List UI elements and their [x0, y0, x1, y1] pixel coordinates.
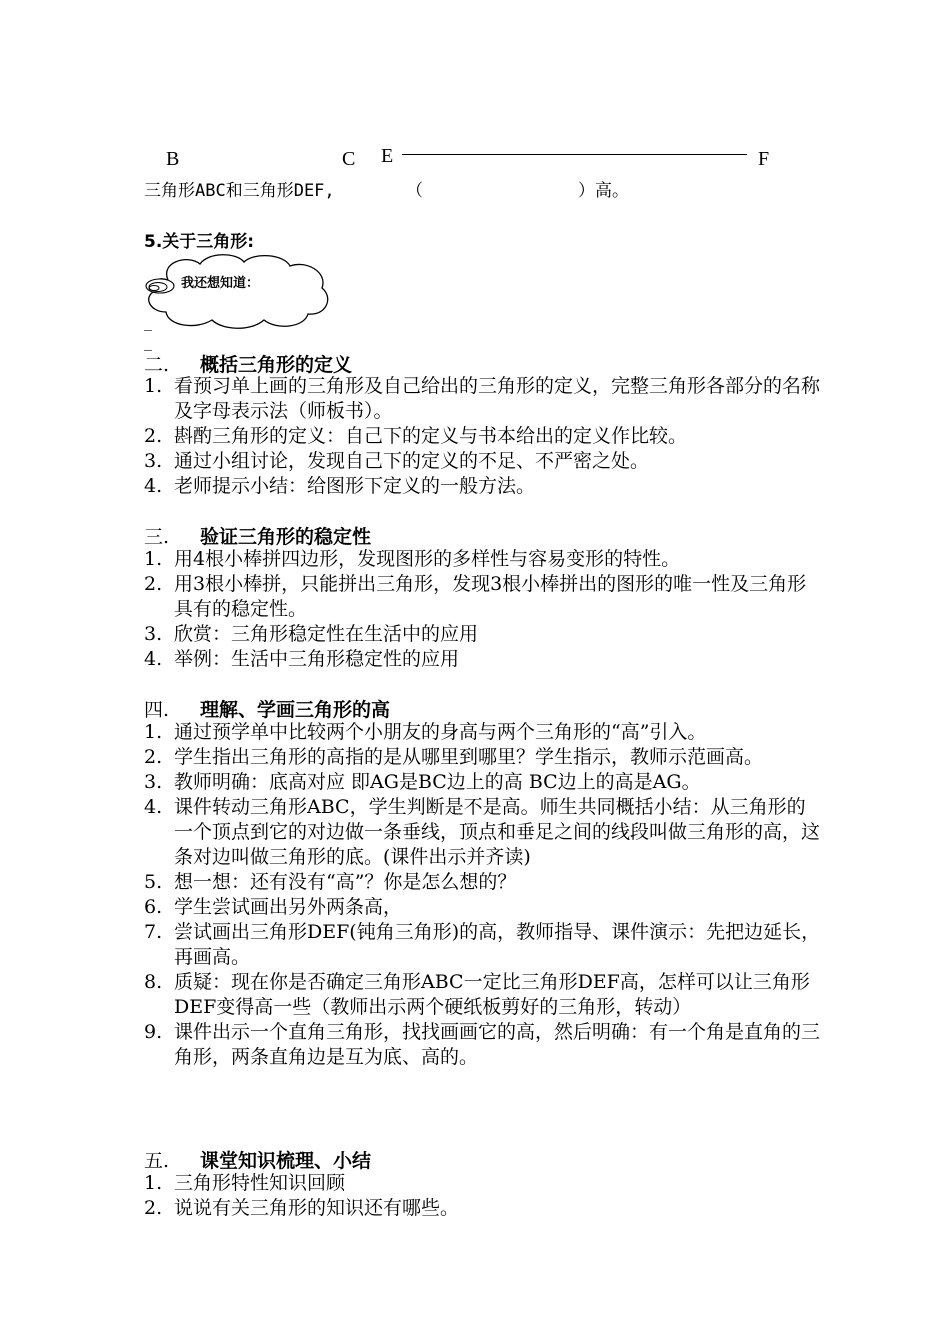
section-number: 二.: [144, 354, 170, 376]
list-item: 3. 欣赏：三角形稳定性在生活中的应用: [144, 623, 479, 645]
compare-text: 三角形ABC和三角形DEF,: [144, 181, 335, 201]
section-list: [144, 374, 824, 499]
list-item: 1. 三角形特性知识回顾: [144, 1172, 346, 1194]
blank-dash-2: _: [144, 332, 152, 351]
section-heading: [144, 1146, 371, 1173]
section-title: 概括三角形的定义: [200, 354, 353, 376]
list-item: 3. 通过小组讨论，发现自己下的定义的不足、不严密之处。: [144, 450, 650, 472]
list-item: 5. 想一想：还有没有“高”？你是怎么想的？: [144, 871, 517, 893]
vertex-label-c: C: [342, 148, 356, 170]
section-list: [144, 720, 824, 1070]
list-item: 3. 教师明确：底高对应 即AG是BC边上的高 BC边上的高是AG。: [144, 771, 701, 793]
vertex-label-f: F: [758, 148, 770, 170]
list-item: 4. 老师提示小结：给图形下定义的一般方法。: [144, 475, 536, 497]
list-item: 1. 通过预学单中比较两个小朋友的身高与两个三角形的“高”引入。: [144, 721, 707, 743]
section-title: 验证三角形的稳定性: [200, 526, 372, 548]
list-item: 2. 学生指出三角形的高指的是从哪里到哪里？学生指示，教师示范画高。: [144, 746, 764, 768]
section-heading: [144, 350, 352, 377]
list-item: 8. 质疑：现在你是否确定三角形ABC一定比三角形DEF高，怎样可以让三角形DEF变得高一些（教师出示两个硬纸板剪好的三角形，转动）: [144, 971, 810, 1018]
section-list: [144, 547, 824, 672]
section-list: [144, 1171, 824, 1221]
list-item: 9. 课件出示一个直角三角形，找找画画它的高，然后明确：有一个角是直角的三角形，两条直角边是互为底、高的。: [144, 1021, 821, 1068]
list-item: 1. 看预习单上画的三角形及自己给出的三角形的定义，完整三角形各部分的名称及字母表示法（师板书）。: [144, 375, 821, 422]
paren-open: （: [406, 181, 423, 201]
item5-title: 5.关于三角形:: [144, 232, 255, 252]
thought-cloud: [138, 250, 338, 332]
section-number: 三.: [144, 526, 170, 548]
list-item: 4. 课件转动三角形ABC，学生判断是不是高。师生共同概括小结：从三角形的一个顶点到它的对边做一条垂线，顶点和垂足之间的线段叫做三角形的高，这条对边叫做三角形的底。(课件出示并齐读): [144, 796, 821, 868]
list-item: 2. 用3根小棒拼，只能拼出三角形，发现3根小棒拼出的图形的唯一性及三角形具有的稳定性。: [144, 573, 807, 620]
paren-close: ）高。: [578, 181, 629, 201]
section-title: 理解、学画三角形的高: [200, 699, 391, 721]
list-item: 4. 举例：生活中三角形稳定性的应用: [144, 648, 460, 670]
vertex-label-b: B: [166, 148, 180, 170]
list-item: 2. 斟酌三角形的定义：自己下的定义与书本给出的定义作比较。: [144, 425, 688, 447]
section-heading: [144, 522, 371, 549]
section-number: 五.: [144, 1150, 170, 1172]
cloud-text: 我还想知道：: [181, 276, 260, 291]
vertex-label-e: E: [381, 145, 394, 167]
section-heading: [144, 695, 390, 722]
blank-dash-1: _: [144, 312, 152, 331]
section-title: 课堂知识梳理、小结: [200, 1150, 372, 1172]
list-item: 2. 说说有关三角形的知识还有哪些。: [144, 1197, 460, 1219]
section-number: 四.: [144, 699, 170, 721]
list-item: 6. 学生尝试画出另外两条高，: [144, 896, 403, 918]
list-item: 1. 用4根小棒拼四边形，发现图形的多样性与容易变形的特性。: [144, 548, 681, 570]
list-item: 7. 尝试画出三角形DEF(钝角三角形)的高，教师指导、课件演示：先把边延长，再画高。: [144, 921, 821, 968]
segment-ef: [402, 154, 747, 155]
